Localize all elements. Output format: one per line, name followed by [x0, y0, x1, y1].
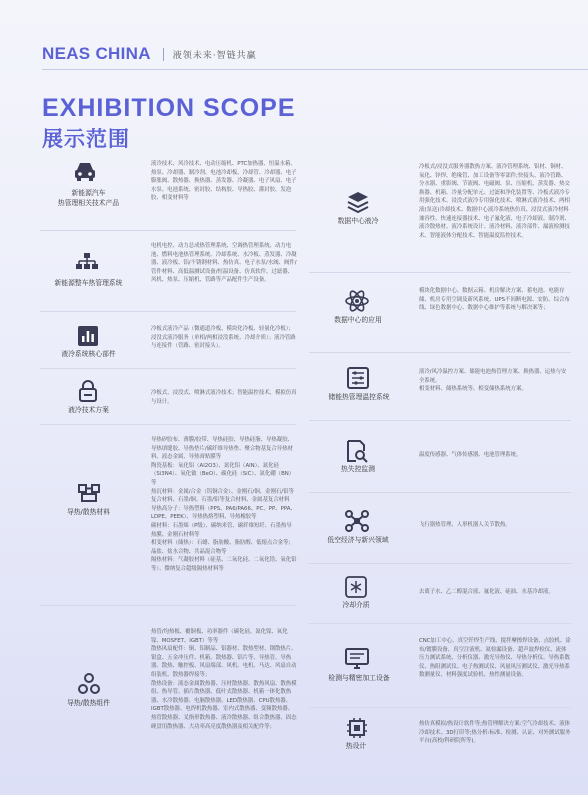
stack-icon: [78, 484, 100, 502]
scope-left-desc-0: 液冷技术、风冷技术、电动压缩机、PTC加热器、恒温水箱、热泵、冷却器、制冷剂、电池冷却板、冷却管、冷却器、电子膨胀阀、散热器、换热器、蒸发器、冷凝器、电子风扇、电子水泵、电池系统、密封胶、结构胶、导热胶、灌封胶、发泡胶、相变材料等: [151, 161, 297, 202]
scope-left-label-0: 新能源汽车 热管理相关技术产品: [57, 189, 120, 207]
scope-right-desc-6: CNC加工中心、真空钎焊生产线、搅拌摩擦焊设备、点胶机、涂布/镀膜设备、真空注液机、氦检漏设备、超声波焊检仪、流体压力测试系统、分析仪器、激光导热仪、导热分析仪、导热系数仪、热阻测试仪、电子热测试仪、风量风压测试仪、激光导热系数测量仪、材料强度试验机、热性测量设备。: [419, 638, 571, 679]
magnifier-doc-icon: [346, 439, 368, 463]
scope-left-desc-1: 电机电控、动力总成热管理系统、空调热管理系统、动力电池、燃料电池热管理系统、冷却系统、水冷板、蒸发器、冷凝器、液冷板、铝/不锈钢材料、热仿真、电子水泵/水阀、阀件/管件材料、高低温测试设备/恒温设备、仿真软件、过滤器、风机、热泵、压缩机、管路等产品配件生产设备。: [151, 243, 297, 284]
slogan: 液领未来·智链共赢: [172, 50, 257, 61]
chart-icon: [78, 326, 98, 346]
scope-right-label-0: 数据中心液冷: [337, 217, 379, 225]
left-divider-1: [40, 311, 296, 312]
scope-right-desc-4: 飞行器热管理、人形机器人关节散热。: [419, 522, 511, 528]
nodes-icon: [78, 673, 100, 695]
scope-right-desc-5: 去离子水、乙二醇混合液、氟化液、硅油、水基冷却液。: [419, 589, 554, 595]
scope-left-desc-5: 热管/均热板、覆铜板、功率器件（碳化硅、氮化镓、氧化镓、MOSFET、IGBT）等等 散热风扇配件：铜、铝制品、铝器材、散热型材、钢散热片、银盒、五金冲压件、机箱、散热器、铝片等、导热管、导热器、散热、触控板、风扇端部、风机、电机、马达、风扇自动组装机、散热器焊接等； 散热设备：液态金属散热器、压材散热器、散热风扇、散热模组、热导管、插片散热器、低叶式散热器、机箱一体化散热器、水冷散热器、电脑散热器、LED散热器、CPU散热器、IGBT散热器、电焊机散热器、室内式散热器、变频散热器、热管散热器、叉指形散热器、液冷散热器、组合散热器、固态硬盘用散热器、大功率高亮度散热器及相关配件等；: [151, 629, 297, 730]
brand-logo: NEAS CHINA: [42, 44, 151, 63]
left-divider-2: [40, 368, 296, 369]
right-divider-1: [309, 352, 571, 353]
right-divider-5: [309, 623, 571, 624]
scope-left-label-3: 液冷技术方案: [68, 406, 109, 414]
right-divider-2: [309, 420, 571, 421]
monitor-icon: [345, 648, 369, 670]
atom-icon: [345, 289, 369, 313]
scope-right-desc-3: 温度传感器、气体传感器、电池管理系统。: [419, 452, 522, 458]
chip-icon: [346, 717, 368, 739]
scope-left-label-5: 导热/散热组件: [66, 699, 111, 707]
title-english: EXHIBITION SCOPE: [42, 94, 296, 122]
drone-icon: [345, 510, 369, 532]
title-chinese: 展示范围: [42, 127, 130, 151]
hierarchy-icon: [76, 252, 98, 272]
scope-right-label-1: 数据中心的应用: [334, 316, 382, 324]
left-divider-3: [40, 424, 296, 425]
lock-icon: [79, 380, 97, 402]
header: [42, 44, 257, 64]
scope-left-desc-2: 冷板式液冷产品（微通道冷板、模块化冷板、轻量化冷板）；浸没式液冷服务（单相/两相浸没系统、冷却介质）；液冷管路与连接件（管路、密封接头）。: [151, 326, 296, 350]
scope-right-label-5: 冷却介质: [342, 601, 370, 609]
car-icon: [73, 160, 97, 182]
left-divider-0: [40, 230, 296, 231]
left-divider-4: [40, 605, 296, 606]
scope-left-label-4: 导热/散热材料: [66, 508, 111, 516]
scope-right-desc-7: 热仿真模拟/热设计软件等;热管理解决方案:空气冷却技术、液体冷却技术、3D打印等;热分析:标准、检测、认证、对外测试服务平台(高校/科研院所等)。: [419, 721, 571, 745]
right-divider-6: [309, 707, 571, 708]
scope-right-desc-1: 模块化数据中心、数据云箱、机房解决方案、蓄电池、电能存储、机房专用空调及新风系统、UPS不间断电源、安防、综合布线、绿色数据中心、数据中心维护等系统与解决案等；: [419, 288, 570, 312]
scope-left-label-2: 液冷系统核心部件: [61, 350, 116, 358]
control-panel-icon: [347, 367, 369, 389]
scope-right-label-4: 低空经济与新兴领域: [327, 536, 389, 544]
scope-left-desc-4: 导热矽胶布、薄膜/胶带、导热硅胶、导热硅脂、导热凝胶、导热填缝胶、导热垫片/碳纤维导热垫、聚合物基复合导热材料、液态金属、导热膏贴膜等 陶瓷基板：氧化铝（Al2O3）、氮化铝（AlN）、氮化硅（Si3N4）、氧化铍（BeO）、碳化硅（SiC）、氮化硼（BN）等 热沉材料：金属/合金（钨铜合金）、金刚石/铜、金刚石/铝等复合材料、石墨/铜、石墨/铝等复合材料、金属基复合材料 导热高分子：导热塑料（PPS、PA6/PA66、PC、PP、PPA、LDPE、PEEK）、导热热熔塑料、导热橡胶等 碳材料：石墨烯（P级）、碳纳米管、碳纤维短纤、石墨热导热膜、金刚石材料等 相变材料（储热）：石蜡、脂肪酸、脂肪醇、低熔点合金等；晶盐、盐水合物、共晶混合物等 隔热材料：气凝胶材料（硅基、二氧化硅、二氧化锆、氧化铝等）、微纳复合超级隔热材料等: [151, 437, 297, 572]
scope-right-label-6: 检测与精密加工设备: [328, 674, 390, 682]
header-divider: [42, 69, 588, 70]
snowflake-icon: [345, 576, 367, 598]
layers-icon: [347, 191, 369, 213]
scope-left-desc-3: 冷板式、浸没式、喷淋式液冷技术；智能温控技术，模拟仿真与设计。: [151, 390, 297, 405]
scope-right-desc-2: 液冷/风冷温控方案、储能电池热管理方案、换热器、运热与安全系统。 相变材料、储热系统等、相变储热系统方案。: [419, 369, 567, 393]
scope-right-label-2: 储能热管理温控系统: [328, 393, 390, 401]
right-divider-0: [309, 272, 571, 273]
scope-right-label-7: 热设计: [345, 742, 367, 750]
right-divider-3: [309, 492, 571, 493]
scope-right-desc-0: 冷板式/浸没式服务器散热方案、液冷管理系统、铝材、铜材、氧化、锌焊、绝缘管、加工设备等零部件;快接头、液冷管路、分水器、重影阀、节流阀、电磁阀、泵、压缩机、蒸发器、热交换器、机箱、冷量分配单元、过滤和净化装置等、冷板式液冷专用强化技术、浸没式液冷专用强化技术、喷淋式液冷技术、两相液(泵送)冷却技术、数据中心液冷系统热仿真、浸没式液冷材料兼容性、快速连接器技术、电子氟化液、电子冷却液、制冷剂、液冷散热材、液冷系统设计、液冷材料、液冷部件、漏液检测技术、智能液体分配技术、智能温度监控技术。: [419, 164, 570, 239]
header-separator: [163, 48, 164, 61]
scope-right-label-3: 热失控监测: [341, 465, 375, 473]
right-divider-4: [309, 563, 571, 564]
scope-left-label-1: 新能源整车热管理系统: [54, 279, 123, 287]
